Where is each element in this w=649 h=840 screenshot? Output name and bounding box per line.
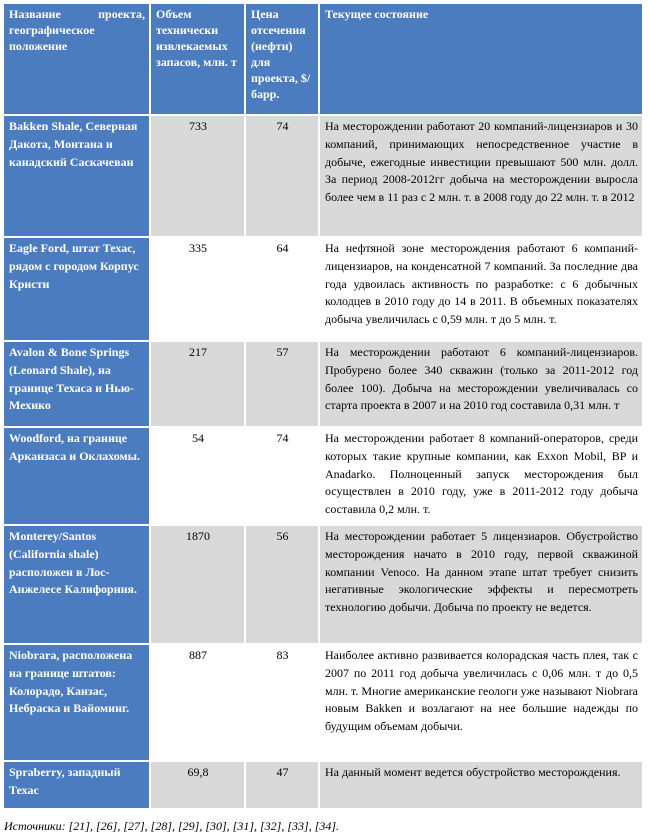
reserves-value: 1870 xyxy=(151,526,244,643)
reserves-value: 69,8 xyxy=(151,762,244,808)
table-row xyxy=(4,526,642,643)
table-row xyxy=(4,238,642,340)
header-cutoff-price: Цена отсечения (нефти) для проекта, $/барр. xyxy=(246,4,318,114)
project-name: Avalon & Bone Springs (Leonard Shale), на границе Техаса и Нью-Мехико xyxy=(4,342,149,426)
project-name: Woodford, на границе Арканзаса и Оклахомы. xyxy=(4,428,149,524)
status-text: На месторождении работает 5 лицензиаров. Обустройство месторождения начато в 2010 году, первой скважиной компании Venoco. На данном этапе штат требует снизить негативные экологические эффекты и пересмотреть технологию добычи. Добыча по проекту не ведется. xyxy=(320,526,642,643)
status-text: На данный момент ведется обустройство месторождения. xyxy=(320,762,642,808)
header-project-name: Название проекта, географическое положение xyxy=(4,4,149,114)
table-header-row xyxy=(4,4,642,114)
shale-projects-table xyxy=(2,2,644,810)
reserves-value: 733 xyxy=(151,116,244,236)
price-value: 47 xyxy=(246,762,318,808)
price-value: 74 xyxy=(246,116,318,236)
status-text: На месторождении работают 6 компаний-лицензиаров. Пробурено более 340 скважин (только за 2011-2012 год более 100). Добыча на месторождении увеличивалась со старта проекта в 2007 и на 2010 год составила 0,31 млн. т xyxy=(320,342,642,426)
project-name: Niobrara, расположена на границе штатов: Колорадо, Канзас, Небраска и Вайоминг. xyxy=(4,645,149,760)
price-value: 74 xyxy=(246,428,318,524)
reserves-value: 54 xyxy=(151,428,244,524)
price-value: 83 xyxy=(246,645,318,760)
header-reserves: Объем технически извлекаемых запасов, млн. т xyxy=(151,4,244,114)
table-row xyxy=(4,762,642,808)
reserves-value: 887 xyxy=(151,645,244,760)
price-value: 57 xyxy=(246,342,318,426)
status-text: На месторождении работает 8 компаний-операторов, среди которых такие крупные компании, как Exxon Mobil, BP и Anadarko. Полноценный запуск месторождения был осуществлен в 2010 году, уже в 2011-2012 году добыча составила 0,2 млн. т. xyxy=(320,428,642,524)
reserves-value: 335 xyxy=(151,238,244,340)
project-name: Eagle Ford, штат Техас, рядом с городом Корпус Кристи xyxy=(4,238,149,340)
sources-note: Источники: [21], [26], [27], [28], [29], [30], [31], [32], [33], [34]. xyxy=(4,819,340,833)
project-name: Spraberry, западный Техас xyxy=(4,762,149,808)
price-value: 56 xyxy=(246,526,318,643)
price-value: 64 xyxy=(246,238,318,340)
table-row xyxy=(4,645,642,760)
table-row xyxy=(4,428,642,524)
project-name: Monterey/Santos (California shale) расположен в Лос-Анжелесе Калифорния. xyxy=(4,526,149,643)
status-text: На месторождении работают 20 компаний-лицензиаров и 30 компаний, принимающих непосредственное участие в добыче, ежегодные инвестиции превышают 500 млн. долл. За период 2008-2012гг добыча на месторождении выросла более чем в 11 раз с 2 млн. т. в 2008 году до 22 млн. т. в 2012 xyxy=(320,116,642,236)
table-row xyxy=(4,116,642,236)
status-text: Наиболее активно развивается колорадская часть плея, так с 2007 по 2011 год добыча увеличилась с 0,06 млн. т до 0,5 млн. т. Многие американские геологи уже называют Niobrara новым Bakken и возлагают на нее большие надежды по будущим объемам добычи. xyxy=(320,645,642,760)
reserves-value: 217 xyxy=(151,342,244,426)
status-text: На нефтяной зоне месторождения работают 6 компаний-лицензиаров, на конденсатной 7 компаний. За последние два года удвоилась активность по разработке: с 6 добычных колодцев в 2010 году до 14 в 2011. В объемных показателях добыча увеличилась с 0,59 млн. т до 5 млн. т. xyxy=(320,238,642,340)
project-name: Bakken Shale, Северная Дакота, Монтана и канадский Саскачеван xyxy=(4,116,149,236)
table-row xyxy=(4,342,642,426)
header-status: Текущее состояние xyxy=(320,4,642,114)
